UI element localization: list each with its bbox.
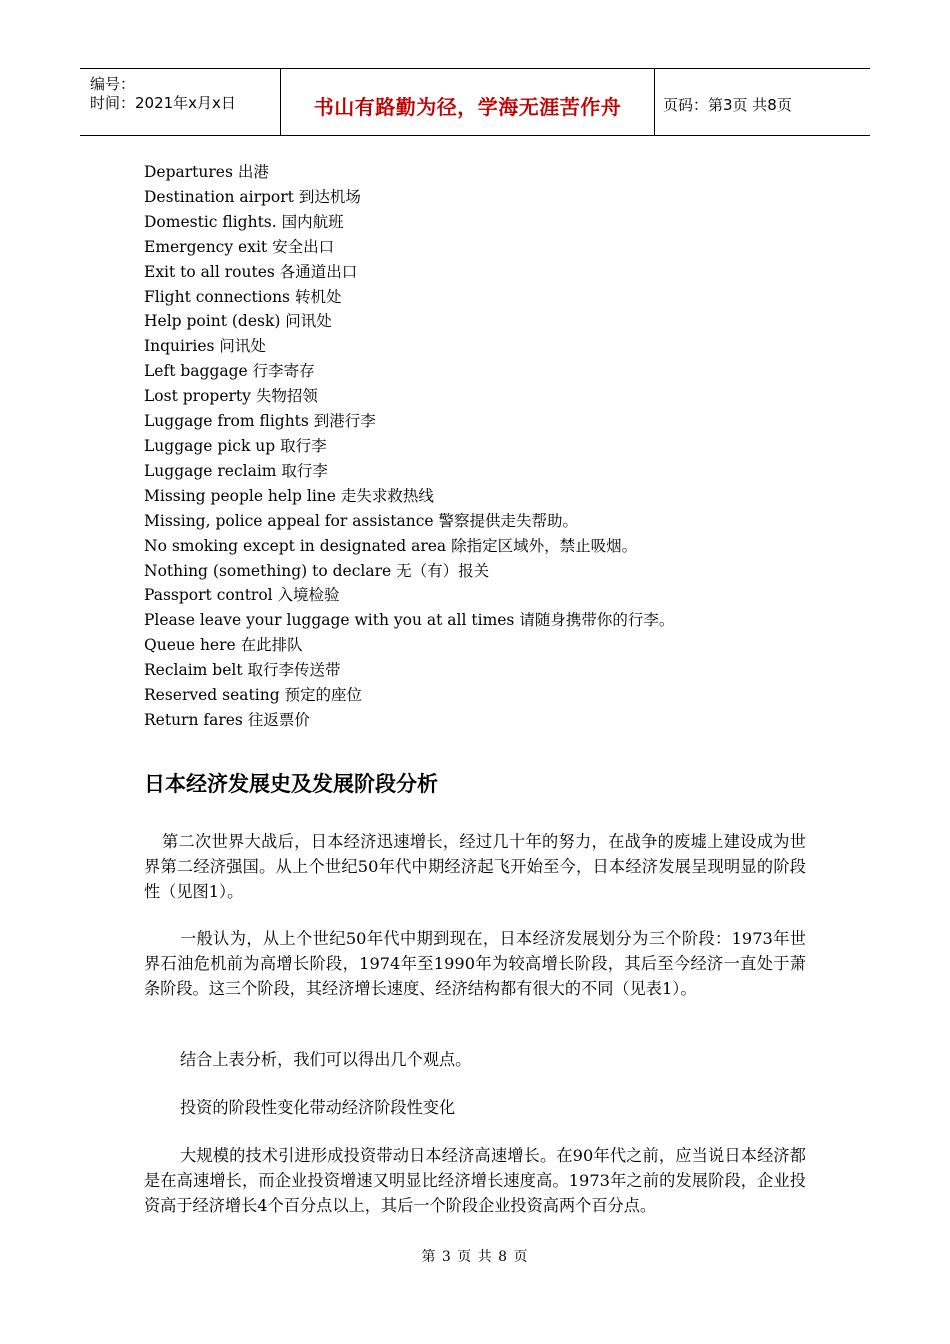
vocab-item: Luggage from flights 到港行李 — [144, 412, 376, 431]
header-page-number: 页码：第3页 共8页 — [663, 96, 792, 114]
page-header — [80, 68, 870, 136]
vocab-item: Exit to all routes 各通道出口 — [144, 262, 358, 281]
page-footer: 第 3 页 共 8 页 — [421, 1249, 529, 1265]
header-info-cell — [80, 69, 281, 135]
paragraph-investment-heading: 投资的阶段性变化带动经济阶段性变化 — [180, 1098, 456, 1117]
section-title: 日本经济发展史及发展阶段分析 — [144, 772, 438, 796]
document-code-label: 编号： — [90, 75, 136, 93]
vocab-item: Luggage reclaim 取行李 — [144, 461, 328, 480]
vocab-item: Reclaim belt 取行李传送带 — [144, 661, 341, 680]
vocab-item: Please leave your luggage with you at all times 请随身携带你的行李。 — [144, 611, 675, 630]
vocab-item: Luggage pick up 取行李 — [144, 436, 327, 455]
vocab-item: Return fares 往返票价 — [144, 710, 310, 729]
vocab-item: Lost property 失物招领 — [144, 387, 318, 406]
vocab-item: Left baggage 行李寄存 — [144, 362, 315, 381]
vocab-item: Inquiries 问讯处 — [144, 337, 266, 356]
paragraph-three-stages: 一般认为，从上个世纪50年代中期到现在，日本经济发展划分为三个阶段：1973年世界石油危机前为高增长阶段，1974年至1990年为较高增长阶段，其后至今经济一直处于萧条阶段。这三个阶段，其经济增长速度、经济结构都有很大的不同（见表1）。 — [144, 929, 806, 998]
vocab-item: Emergency exit 安全出口 — [144, 237, 335, 256]
document-time-label: 时间：2021年x月x日 — [90, 94, 236, 112]
vocab-item: Missing people help line 走失求救热线 — [144, 486, 434, 505]
vocab-item: Domestic flights. 国内航班 — [144, 212, 344, 231]
vocab-item: Help point (desk) 问讯处 — [144, 312, 332, 331]
header-slogan-cell — [281, 69, 655, 135]
vocab-item: Queue here 在此排队 — [144, 636, 303, 655]
airport-vocabulary-list — [144, 160, 674, 733]
paragraph-postwar-growth: 第二次世界大战后，日本经济迅速增长，经过几十年的努力，在战争的废墟上建设成为世界第二经济强国。从上个世纪50年代中期经济起飞开始至今，日本经济发展呈现明显的阶段性（见图1）。 — [144, 832, 806, 901]
vocab-item: Flight connections 转机处 — [144, 287, 342, 306]
vocab-item: No smoking except in designated area 除指定区域外，禁止吸烟。 — [144, 536, 638, 555]
paragraph-observations: 结合上表分析，我们可以得出几个观点。 — [180, 1050, 472, 1069]
paragraph-technology-investment: 大规模的技术引进形成投资带动日本经济高速增长。在90年代之前，应当说日本经济都是在高速增长，而企业投资增速又明显比经济增长速度高。1973年之前的发展阶段，企业投资高于经济增长4个百分点以上，其后一个阶段企业投资高两个百分点。 — [144, 1146, 806, 1215]
vocab-item: Departures 出港 — [144, 163, 269, 181]
vocab-item: Nothing (something) to declare 无（有）报关 — [144, 561, 490, 580]
vocab-item: Reserved seating 预定的座位 — [144, 686, 363, 705]
vocab-item: Missing, police appeal for assistance 警察提供走失帮助。 — [144, 511, 578, 530]
vocab-item: Destination airport 到达机场 — [144, 187, 361, 206]
vocab-item: Passport control 入境检验 — [144, 586, 340, 605]
header-page-cell — [655, 69, 870, 135]
header-slogan: 书山有路勤为径，学海无涯苦作舟 — [313, 95, 622, 119]
